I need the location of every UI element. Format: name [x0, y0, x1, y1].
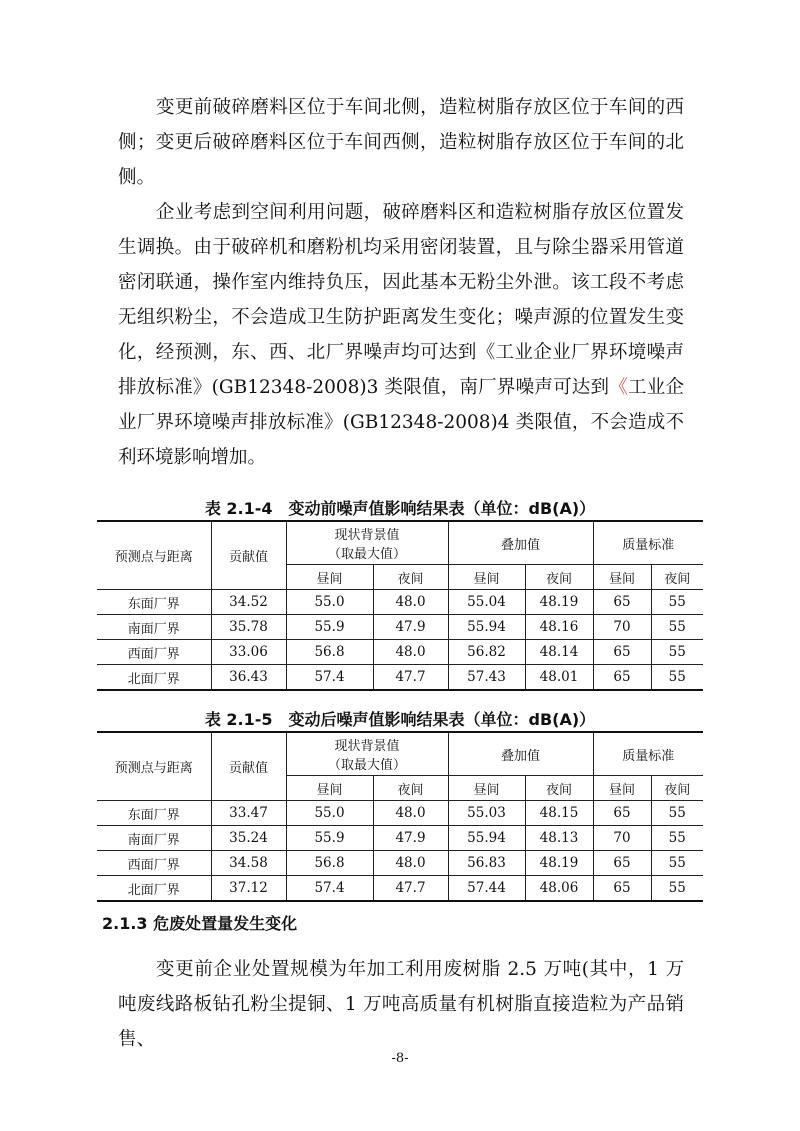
paragraph-1: 变更前破碎磨料区位于车间北侧，造粒树脂存放区位于车间的西侧；变更后破碎磨料区位于车间西侧，造粒树脂存放区位于车间的北侧。: [118, 97, 684, 188]
header-superposition: 叠加值: [448, 521, 593, 565]
header-background: [286, 732, 448, 776]
value-cell: 55: [651, 826, 703, 851]
header-night: 夜间: [373, 565, 448, 590]
value-cell: 57.43: [448, 665, 525, 691]
value-cell: 55: [651, 615, 703, 640]
value-cell: 55.0: [286, 801, 373, 826]
value-cell: 55: [651, 801, 703, 826]
header-day: 昼间: [593, 565, 651, 590]
value-cell: 70: [593, 826, 651, 851]
value-cell: 57.4: [286, 665, 373, 691]
value-cell: 56.8: [286, 640, 373, 665]
value-cell: 55.94: [448, 826, 525, 851]
value-cell: 65: [593, 665, 651, 691]
value-cell: 65: [593, 801, 651, 826]
header-standard: 质量标准: [593, 732, 703, 776]
value-cell: 48.19: [525, 590, 593, 615]
paragraph-2: [118, 195, 684, 475]
header-night: 夜间: [651, 776, 703, 801]
table-row: [97, 801, 703, 826]
value-cell: 55: [651, 851, 703, 876]
value-cell: 34.52: [211, 590, 286, 615]
table-2-caption: 表 2.1-5 变动后噪声值影响结果表（单位：dB(A)）: [204, 710, 596, 729]
header-day: 昼间: [448, 776, 525, 801]
header-day: 昼间: [448, 565, 525, 590]
header-contribution: 贡献值: [211, 521, 286, 590]
value-cell: 70: [593, 615, 651, 640]
value-cell: 37.12: [211, 876, 286, 902]
noise-table-before: [97, 520, 703, 691]
value-cell: 48.06: [525, 876, 593, 902]
row-location-cell: 东面厂界: [97, 801, 211, 826]
value-cell: 33.06: [211, 640, 286, 665]
header-standard: 质量标准: [593, 521, 703, 565]
value-cell: 47.7: [373, 876, 448, 902]
value-cell: 48.0: [373, 590, 448, 615]
value-cell: 55.9: [286, 826, 373, 851]
paragraph-2-text-a: 企业考虑到空间利用问题，破碎磨料区和造粒树脂存放区位置发生调换。由于破碎机和磨粉机均采用密闭装置，且与除尘器采用管道密闭联通，操作室内维持负压，因此基本无粉尘外泄。该工段不考虑无组织粉尘，不会造成卫生防护距离发生变化；噪声源的位置发生变化，经预测，东、西、北厂界噪声均可达到《工业企业厂界环境噪声排放标准》(GB12348-2008)3 类限值，南厂界噪声可达到: [118, 202, 684, 398]
value-cell: 36.43: [211, 665, 286, 691]
table-row: [97, 851, 703, 876]
value-cell: 57.4: [286, 876, 373, 902]
value-cell: 34.58: [211, 851, 286, 876]
value-cell: 65: [593, 851, 651, 876]
value-cell: 48.0: [373, 851, 448, 876]
header-night: 夜间: [525, 565, 593, 590]
value-cell: 48.19: [525, 851, 593, 876]
value-cell: 48.0: [373, 801, 448, 826]
value-cell: 56.83: [448, 851, 525, 876]
value-cell: 47.9: [373, 826, 448, 851]
value-cell: 65: [593, 640, 651, 665]
value-cell: 65: [593, 590, 651, 615]
row-location-cell: 北面厂界: [97, 665, 211, 691]
value-cell: 55.9: [286, 615, 373, 640]
row-location-cell: 南面厂界: [97, 826, 211, 851]
table-row: [97, 665, 703, 691]
table-row: [97, 876, 703, 902]
table-row: [97, 615, 703, 640]
header-location: 预测点与距离: [97, 732, 211, 801]
page-number: -8-: [391, 1051, 409, 1066]
value-cell: 55: [651, 590, 703, 615]
value-cell: 56.82: [448, 640, 525, 665]
value-cell: 55.94: [448, 615, 525, 640]
value-cell: 35.24: [211, 826, 286, 851]
row-location-cell: 东面厂界: [97, 590, 211, 615]
table-1-caption: 表 2.1-4 变动前噪声值影响结果表（单位：dB(A)）: [204, 499, 596, 518]
table-row: [97, 640, 703, 665]
row-location-cell: 西面厂界: [97, 640, 211, 665]
header-background-line2: （取最大值）: [327, 758, 406, 773]
value-cell: 55.0: [286, 590, 373, 615]
paragraph-2-text-b: 工业企业厂界环境噪声排放标准》(GB12348-2008)4 类限值，不会造成不利环境影响增加。: [118, 377, 684, 468]
header-contribution: 贡献值: [211, 732, 286, 801]
table-row: [97, 826, 703, 851]
value-cell: 55.04: [448, 590, 525, 615]
value-cell: 48.14: [525, 640, 593, 665]
value-cell: 48.15: [525, 801, 593, 826]
header-night: 夜间: [525, 776, 593, 801]
header-night: 夜间: [651, 565, 703, 590]
header-background: [286, 521, 448, 565]
header-night: 夜间: [373, 776, 448, 801]
header-superposition: 叠加值: [448, 732, 593, 776]
value-cell: 47.9: [373, 615, 448, 640]
paragraph-2-red-bracket: 《: [609, 377, 629, 398]
value-cell: 48.13: [525, 826, 593, 851]
paragraph-3: 变更前企业处置规模为年加工利用废树脂 2.5 万吨(其中，1 万吨废线路板钻孔粉尘提铜、1 万吨高质量有机树脂直接造粒为产品销售、: [118, 959, 684, 1050]
row-location-cell: 南面厂界: [97, 615, 211, 640]
noise-table-after: [97, 731, 703, 902]
table-row: [97, 590, 703, 615]
value-cell: 33.47: [211, 801, 286, 826]
value-cell: 48.01: [525, 665, 593, 691]
value-cell: 48.16: [525, 615, 593, 640]
row-location-cell: 北面厂界: [97, 876, 211, 902]
value-cell: 48.0: [373, 640, 448, 665]
value-cell: 55: [651, 876, 703, 902]
header-day: 昼间: [286, 565, 373, 590]
value-cell: 65: [593, 876, 651, 902]
value-cell: 55: [651, 665, 703, 691]
section-heading: 2.1.3 危废处置量发生变化: [102, 914, 298, 933]
header-day: 昼间: [593, 776, 651, 801]
value-cell: 57.44: [448, 876, 525, 902]
value-cell: 55.03: [448, 801, 525, 826]
header-day: 昼间: [286, 776, 373, 801]
value-cell: 56.8: [286, 851, 373, 876]
value-cell: 55: [651, 640, 703, 665]
row-location-cell: 西面厂界: [97, 851, 211, 876]
value-cell: 35.78: [211, 615, 286, 640]
header-background-line2: （取最大值）: [327, 547, 406, 562]
value-cell: 47.7: [373, 665, 448, 691]
header-background-line1: 现状背景值: [334, 528, 400, 543]
header-location: 预测点与距离: [97, 521, 211, 590]
header-background-line1: 现状背景值: [334, 739, 400, 754]
